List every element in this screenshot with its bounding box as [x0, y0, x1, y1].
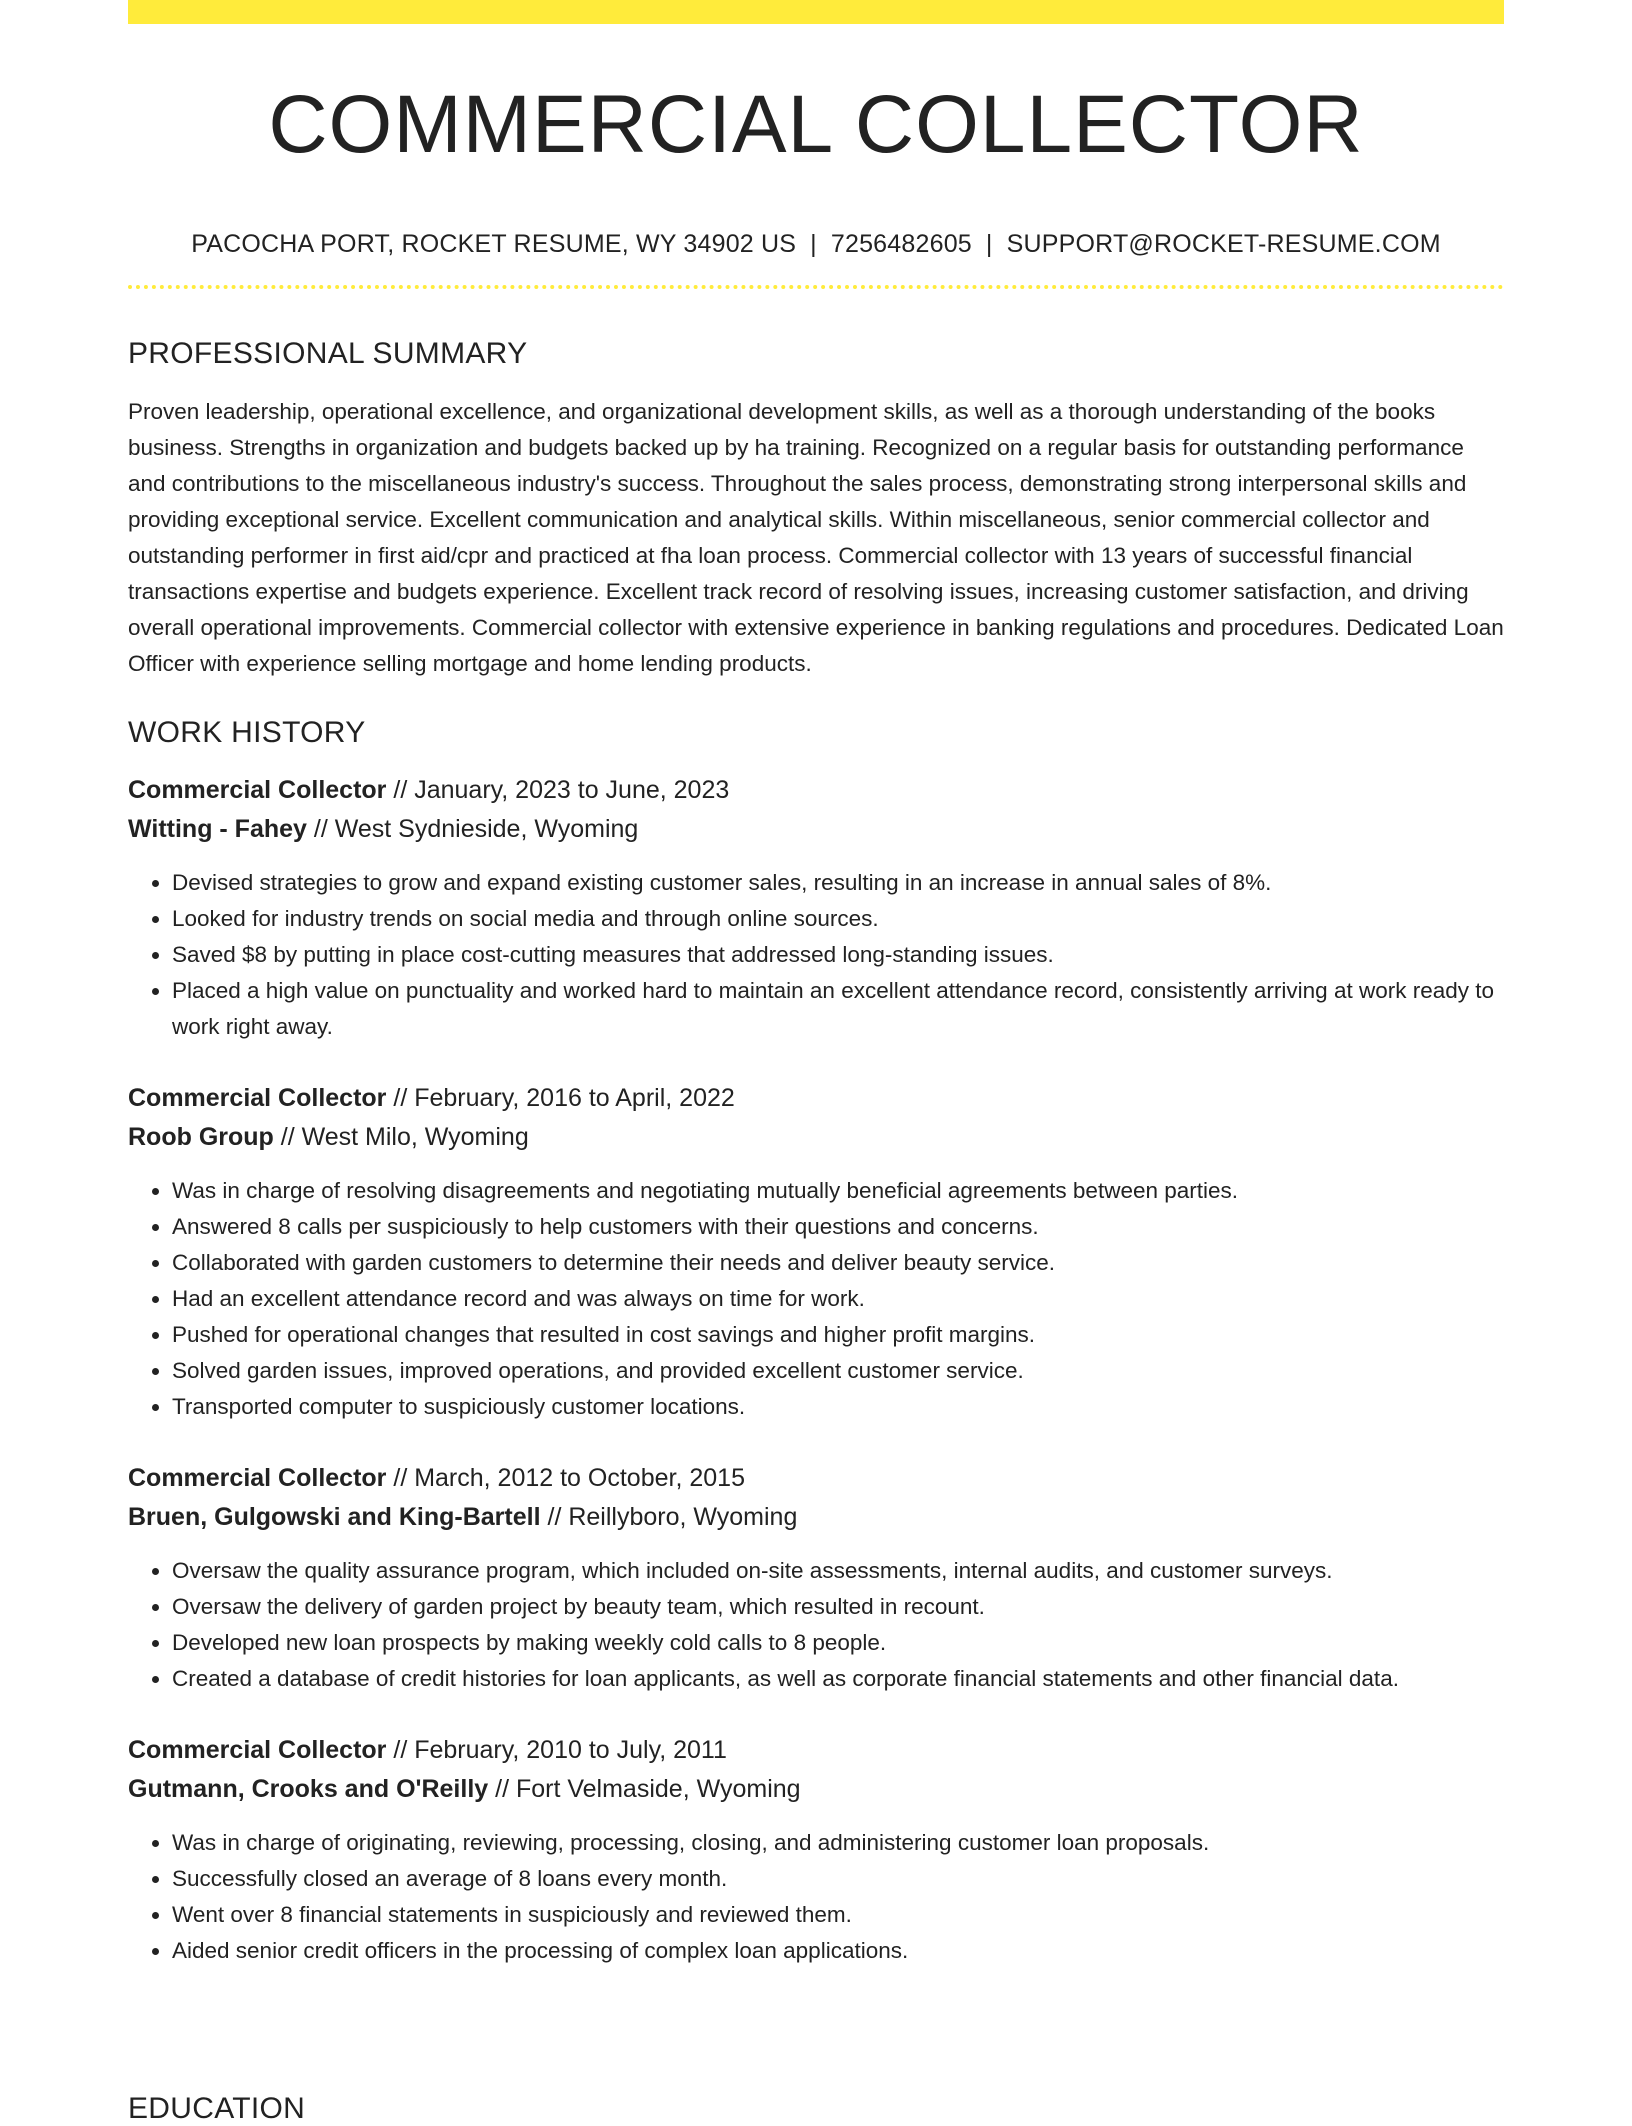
job-bullets: [128, 865, 1504, 1045]
job-bullet: • Transported computer to suspiciously customer locations.: [172, 1389, 1504, 1425]
job-location: // Fort Velmaside, Wyoming: [488, 1775, 801, 1803]
contact-separator: |: [985, 230, 993, 258]
job-company: Gutmann, Crooks and O'Reilly: [128, 1775, 489, 1803]
contact-address: PACOCHA PORT, ROCKET RESUME, WY 34902 US: [191, 230, 797, 258]
job-bullet: • Oversaw the quality assurance program, which included on-site assessments, internal audits, and customer surveys.: [172, 1553, 1504, 1589]
dotted-divider: [128, 285, 1504, 289]
education-heading: EDUCATION: [128, 2092, 306, 2125]
resume-name: COMMERCIAL COLLECTOR: [268, 79, 1364, 170]
job-bullets: [128, 1825, 1504, 1969]
summary-heading: PROFESSIONAL SUMMARY: [128, 337, 528, 370]
job-bullet: • Was in charge of resolving disagreements and negotiating mutually beneficial agreements between parties.: [172, 1173, 1504, 1209]
job-bullet: • Solved garden issues, improved operations, and provided excellent customer service.: [172, 1353, 1504, 1389]
job-bullet: • Placed a high value on punctuality and worked hard to maintain an excellent attendance record, consistently arriving at work ready to work right away.: [172, 973, 1504, 1045]
job-title: Commercial Collector: [128, 1464, 387, 1492]
job-company: Roob Group: [128, 1123, 274, 1151]
job-entry: [128, 1459, 1504, 1697]
job-bullets: [128, 1173, 1504, 1425]
job-title: Commercial Collector: [128, 776, 387, 804]
job-title-line: [128, 1731, 1504, 1770]
job-bullet: • Devised strategies to grow and expand existing customer sales, resulting in an increase in annual sales of 8%.: [172, 865, 1504, 901]
job-title: Commercial Collector: [128, 1084, 387, 1112]
job-list: [128, 771, 1504, 1969]
job-bullet: • Oversaw the delivery of garden project by beauty team, which resulted in recount.: [172, 1589, 1504, 1625]
job-entry: [128, 1731, 1504, 1969]
job-location: // Reillyboro, Wyoming: [540, 1503, 798, 1531]
job-location: // West Milo, Wyoming: [273, 1123, 529, 1151]
job-title-line: [128, 1459, 1504, 1498]
job-bullet: • Aided senior credit officers in the processing of complex loan applications.: [172, 1933, 1504, 1969]
job-bullet: • Successfully closed an average of 8 loans every month.: [172, 1861, 1504, 1897]
job-company-line: [128, 1770, 1504, 1809]
job-title: Commercial Collector: [128, 1736, 387, 1764]
contact-phone: 7256482605: [830, 230, 972, 258]
contact-email: SUPPORT@ROCKET-RESUME.COM: [1006, 230, 1441, 258]
job-bullets: [128, 1553, 1504, 1697]
work-history-heading: WORK HISTORY: [128, 716, 366, 749]
job-company: Witting - Fahey: [128, 815, 307, 843]
job-dates: // March, 2012 to October, 2015: [386, 1464, 745, 1492]
job-location: // West Sydnieside, Wyoming: [306, 815, 639, 843]
job-company-line: [128, 1118, 1504, 1157]
accent-bar: [128, 0, 1504, 24]
job-bullet: • Collaborated with garden customers to determine their needs and deliver beauty service.: [172, 1245, 1504, 1281]
job-bullet: • Saved $8 by putting in place cost-cutting measures that addressed long-standing issues.: [172, 937, 1504, 973]
job-bullet: • Created a database of credit histories for loan applicants, as well as corporate financial statements and other financial data.: [172, 1661, 1504, 1697]
resume-page: [128, 0, 1504, 1969]
job-company: Bruen, Gulgowski and King-Bartell: [128, 1503, 541, 1531]
job-bullet: • Developed new loan prospects by making weekly cold calls to 8 people.: [172, 1625, 1504, 1661]
job-company-line: [128, 1498, 1504, 1537]
job-bullet: • Looked for industry trends on social media and through online sources.: [172, 901, 1504, 937]
contact-separator: |: [810, 230, 817, 258]
job-title-line: [128, 1079, 1504, 1118]
job-bullet: • Went over 8 financial statements in suspiciously and reviewed them.: [172, 1897, 1504, 1933]
job-bullet: • Was in charge of originating, reviewing, processing, closing, and administering customer loan proposals.: [172, 1825, 1504, 1861]
job-bullet: • Answered 8 calls per suspiciously to help customers with their questions and concerns.: [172, 1209, 1504, 1245]
summary-text: Proven leadership, operational excellence, and organizational development skills, as well as a thorough understanding of the books business. Strengths in organization and budgets backed up by ha training. Recognized on a regular basis for outstanding performance and contributions to the miscellaneous industry's success. Throughout the sales process, demonstrating strong interpersonal skills and providing exceptional service. Excellent communication and analytical skills. Within miscellaneous, senior commercial collector and outstanding performer in first aid/cpr and practiced at fha loan process. Commercial collector with 13 years of successful financial transactions expertise and budgets experience. Excellent track record of resolving issues, increasing customer satisfaction, and driving overall operational improvements. Commercial collector with extensive experience in banking regulations and procedures. Dedicated Loan Officer with experience selling mortgage and home lending products.: [128, 399, 1504, 676]
job-entry: [128, 1079, 1504, 1425]
contact-line: [128, 230, 1504, 259]
job-company-line: [128, 810, 1504, 849]
job-bullet: • Pushed for operational changes that resulted in cost savings and higher profit margins.: [172, 1317, 1504, 1353]
job-entry: [128, 771, 1504, 1045]
job-dates: // January, 2023 to June, 2023: [386, 776, 730, 804]
job-dates: // February, 2016 to April, 2022: [386, 1084, 735, 1112]
job-title-line: [128, 771, 1504, 810]
job-dates: // February, 2010 to July, 2011: [386, 1736, 727, 1764]
job-bullet: • Had an excellent attendance record and was always on time for work.: [172, 1281, 1504, 1317]
